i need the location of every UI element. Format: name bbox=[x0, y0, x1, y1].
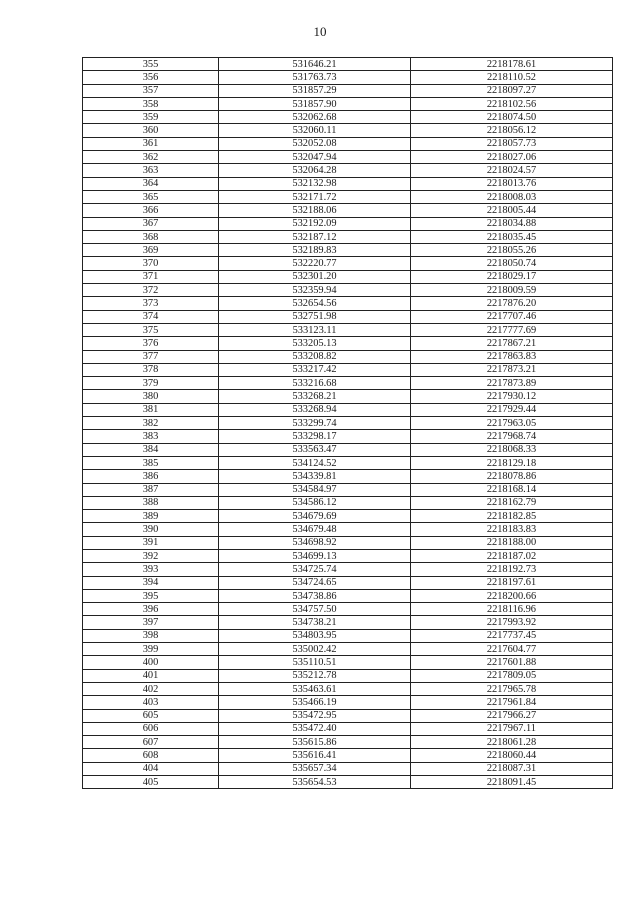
y-coordinate-cell: 2218187.02 bbox=[411, 549, 613, 562]
y-coordinate-cell: 2218034.88 bbox=[411, 217, 613, 230]
point-number-cell: 360 bbox=[83, 124, 219, 137]
y-coordinate-cell: 2218078.86 bbox=[411, 470, 613, 483]
table-row bbox=[83, 284, 613, 297]
table-row bbox=[83, 456, 613, 469]
point-number-cell: 364 bbox=[83, 177, 219, 190]
y-coordinate-cell: 2218110.52 bbox=[411, 71, 613, 84]
x-coordinate-cell: 533216.68 bbox=[219, 377, 411, 390]
y-coordinate-cell: 2218013.76 bbox=[411, 177, 613, 190]
y-coordinate-cell: 2218162.79 bbox=[411, 496, 613, 509]
x-coordinate-cell: 535472.95 bbox=[219, 709, 411, 722]
x-coordinate-cell: 533268.94 bbox=[219, 403, 411, 416]
table-row bbox=[83, 722, 613, 735]
table-row bbox=[83, 217, 613, 230]
point-number-cell: 384 bbox=[83, 443, 219, 456]
point-number-cell: 397 bbox=[83, 616, 219, 629]
y-coordinate-cell: 2218008.03 bbox=[411, 190, 613, 203]
point-number-cell: 372 bbox=[83, 284, 219, 297]
table-row bbox=[83, 576, 613, 589]
y-coordinate-cell: 2217737.45 bbox=[411, 629, 613, 642]
table-row bbox=[83, 682, 613, 695]
y-coordinate-cell: 2217863.83 bbox=[411, 350, 613, 363]
point-number-cell: 367 bbox=[83, 217, 219, 230]
x-coordinate-cell: 534803.95 bbox=[219, 629, 411, 642]
table-row bbox=[83, 257, 613, 270]
table-row bbox=[83, 709, 613, 722]
table-row bbox=[83, 297, 613, 310]
table-row bbox=[83, 151, 613, 164]
x-coordinate-cell: 532189.83 bbox=[219, 244, 411, 257]
point-number-cell: 357 bbox=[83, 84, 219, 97]
table-row bbox=[83, 417, 613, 430]
x-coordinate-cell: 533563.47 bbox=[219, 443, 411, 456]
point-number-cell: 608 bbox=[83, 749, 219, 762]
x-coordinate-cell: 533299.74 bbox=[219, 417, 411, 430]
table-row bbox=[83, 616, 613, 629]
x-coordinate-cell: 531646.21 bbox=[219, 58, 411, 71]
y-coordinate-cell: 2218097.27 bbox=[411, 84, 613, 97]
point-number-cell: 403 bbox=[83, 696, 219, 709]
x-coordinate-cell: 534679.48 bbox=[219, 523, 411, 536]
point-number-cell: 365 bbox=[83, 190, 219, 203]
x-coordinate-cell: 533205.13 bbox=[219, 337, 411, 350]
point-number-cell: 370 bbox=[83, 257, 219, 270]
table-row bbox=[83, 749, 613, 762]
y-coordinate-cell: 2218029.17 bbox=[411, 270, 613, 283]
point-number-cell: 405 bbox=[83, 776, 219, 789]
x-coordinate-cell: 535654.53 bbox=[219, 776, 411, 789]
y-coordinate-cell: 2217993.92 bbox=[411, 616, 613, 629]
y-coordinate-cell: 2218188.00 bbox=[411, 536, 613, 549]
x-coordinate-cell: 535615.86 bbox=[219, 736, 411, 749]
x-coordinate-cell: 531857.29 bbox=[219, 84, 411, 97]
x-coordinate-cell: 534339.81 bbox=[219, 470, 411, 483]
y-coordinate-cell: 2218200.66 bbox=[411, 589, 613, 602]
y-coordinate-cell: 2218060.44 bbox=[411, 749, 613, 762]
table-row bbox=[83, 430, 613, 443]
y-coordinate-cell: 2218129.18 bbox=[411, 456, 613, 469]
x-coordinate-cell: 533298.17 bbox=[219, 430, 411, 443]
y-coordinate-cell: 2217930.12 bbox=[411, 390, 613, 403]
x-coordinate-cell: 532188.06 bbox=[219, 204, 411, 217]
table-row bbox=[83, 403, 613, 416]
point-number-cell: 398 bbox=[83, 629, 219, 642]
x-coordinate-cell: 533217.42 bbox=[219, 363, 411, 376]
y-coordinate-cell: 2217965.78 bbox=[411, 682, 613, 695]
point-number-cell: 390 bbox=[83, 523, 219, 536]
point-number-cell: 402 bbox=[83, 682, 219, 695]
point-number-cell: 385 bbox=[83, 456, 219, 469]
table-row bbox=[83, 58, 613, 71]
x-coordinate-cell: 533208.82 bbox=[219, 350, 411, 363]
x-coordinate-cell: 533268.21 bbox=[219, 390, 411, 403]
point-number-cell: 386 bbox=[83, 470, 219, 483]
table-row bbox=[83, 483, 613, 496]
y-coordinate-cell: 2218178.61 bbox=[411, 58, 613, 71]
point-number-cell: 368 bbox=[83, 230, 219, 243]
y-coordinate-cell: 2218009.59 bbox=[411, 284, 613, 297]
table-row bbox=[83, 363, 613, 376]
x-coordinate-cell: 532654.56 bbox=[219, 297, 411, 310]
coordinates-table-body bbox=[83, 58, 613, 789]
table-row bbox=[83, 71, 613, 84]
y-coordinate-cell: 2218024.57 bbox=[411, 164, 613, 177]
point-number-cell: 399 bbox=[83, 643, 219, 656]
point-number-cell: 358 bbox=[83, 97, 219, 110]
x-coordinate-cell: 532751.98 bbox=[219, 310, 411, 323]
table-row bbox=[83, 164, 613, 177]
point-number-cell: 606 bbox=[83, 722, 219, 735]
x-coordinate-cell: 535616.41 bbox=[219, 749, 411, 762]
y-coordinate-cell: 2217601.88 bbox=[411, 656, 613, 669]
point-number-cell: 361 bbox=[83, 137, 219, 150]
point-number-cell: 391 bbox=[83, 536, 219, 549]
point-number-cell: 388 bbox=[83, 496, 219, 509]
x-coordinate-cell: 534725.74 bbox=[219, 563, 411, 576]
point-number-cell: 379 bbox=[83, 377, 219, 390]
point-number-cell: 605 bbox=[83, 709, 219, 722]
page-number: 10 bbox=[313, 24, 327, 39]
y-coordinate-cell: 2218183.83 bbox=[411, 523, 613, 536]
y-coordinate-cell: 2218005.44 bbox=[411, 204, 613, 217]
x-coordinate-cell: 532171.72 bbox=[219, 190, 411, 203]
point-number-cell: 389 bbox=[83, 510, 219, 523]
point-number-cell: 404 bbox=[83, 762, 219, 775]
y-coordinate-cell: 2218192.73 bbox=[411, 563, 613, 576]
table-row bbox=[83, 656, 613, 669]
point-number-cell: 366 bbox=[83, 204, 219, 217]
table-row bbox=[83, 244, 613, 257]
point-number-cell: 380 bbox=[83, 390, 219, 403]
y-coordinate-cell: 2218087.31 bbox=[411, 762, 613, 775]
y-coordinate-cell: 2218057.73 bbox=[411, 137, 613, 150]
point-number-cell: 393 bbox=[83, 563, 219, 576]
y-coordinate-cell: 2217873.89 bbox=[411, 377, 613, 390]
table-row bbox=[83, 323, 613, 336]
x-coordinate-cell: 534738.21 bbox=[219, 616, 411, 629]
table-row bbox=[83, 124, 613, 137]
y-coordinate-cell: 2218055.26 bbox=[411, 244, 613, 257]
y-coordinate-cell: 2217867.21 bbox=[411, 337, 613, 350]
y-coordinate-cell: 2217876.20 bbox=[411, 297, 613, 310]
y-coordinate-cell: 2218068.33 bbox=[411, 443, 613, 456]
y-coordinate-cell: 2218091.45 bbox=[411, 776, 613, 789]
point-number-cell: 382 bbox=[83, 417, 219, 430]
point-number-cell: 401 bbox=[83, 669, 219, 682]
y-coordinate-cell: 2217961.84 bbox=[411, 696, 613, 709]
x-coordinate-cell: 534724.65 bbox=[219, 576, 411, 589]
x-coordinate-cell: 532220.77 bbox=[219, 257, 411, 270]
point-number-cell: 607 bbox=[83, 736, 219, 749]
table-row bbox=[83, 736, 613, 749]
table-row bbox=[83, 137, 613, 150]
x-coordinate-cell: 533123.11 bbox=[219, 323, 411, 336]
y-coordinate-cell: 2217963.05 bbox=[411, 417, 613, 430]
table-row bbox=[83, 350, 613, 363]
y-coordinate-cell: 2218061.28 bbox=[411, 736, 613, 749]
coordinates-table bbox=[82, 57, 613, 789]
table-row bbox=[83, 549, 613, 562]
point-number-cell: 395 bbox=[83, 589, 219, 602]
x-coordinate-cell: 532187.12 bbox=[219, 230, 411, 243]
x-coordinate-cell: 535472.40 bbox=[219, 722, 411, 735]
x-coordinate-cell: 534679.69 bbox=[219, 510, 411, 523]
x-coordinate-cell: 535657.34 bbox=[219, 762, 411, 775]
point-number-cell: 392 bbox=[83, 549, 219, 562]
y-coordinate-cell: 2218182.85 bbox=[411, 510, 613, 523]
table-row bbox=[83, 603, 613, 616]
table-row bbox=[83, 310, 613, 323]
y-coordinate-cell: 2217968.74 bbox=[411, 430, 613, 443]
x-coordinate-cell: 534699.13 bbox=[219, 549, 411, 562]
x-coordinate-cell: 532047.94 bbox=[219, 151, 411, 164]
point-number-cell: 383 bbox=[83, 430, 219, 443]
y-coordinate-cell: 2217873.21 bbox=[411, 363, 613, 376]
table-row bbox=[83, 111, 613, 124]
y-coordinate-cell: 2218197.61 bbox=[411, 576, 613, 589]
table-row bbox=[83, 776, 613, 789]
x-coordinate-cell: 534584.97 bbox=[219, 483, 411, 496]
point-number-cell: 394 bbox=[83, 576, 219, 589]
point-number-cell: 396 bbox=[83, 603, 219, 616]
point-number-cell: 377 bbox=[83, 350, 219, 363]
x-coordinate-cell: 535212.78 bbox=[219, 669, 411, 682]
x-coordinate-cell: 532060.11 bbox=[219, 124, 411, 137]
point-number-cell: 355 bbox=[83, 58, 219, 71]
point-number-cell: 359 bbox=[83, 111, 219, 124]
table-row bbox=[83, 177, 613, 190]
point-number-cell: 375 bbox=[83, 323, 219, 336]
x-coordinate-cell: 535002.42 bbox=[219, 643, 411, 656]
table-row bbox=[83, 377, 613, 390]
y-coordinate-cell: 2218035.45 bbox=[411, 230, 613, 243]
x-coordinate-cell: 534124.52 bbox=[219, 456, 411, 469]
table-row bbox=[83, 629, 613, 642]
point-number-cell: 369 bbox=[83, 244, 219, 257]
table-row bbox=[83, 190, 613, 203]
point-number-cell: 400 bbox=[83, 656, 219, 669]
x-coordinate-cell: 532062.68 bbox=[219, 111, 411, 124]
y-coordinate-cell: 2217967.11 bbox=[411, 722, 613, 735]
table-row bbox=[83, 563, 613, 576]
table-row bbox=[83, 204, 613, 217]
point-number-cell: 371 bbox=[83, 270, 219, 283]
x-coordinate-cell: 532359.94 bbox=[219, 284, 411, 297]
x-coordinate-cell: 532064.28 bbox=[219, 164, 411, 177]
table-row bbox=[83, 523, 613, 536]
point-number-cell: 363 bbox=[83, 164, 219, 177]
x-coordinate-cell: 535463.61 bbox=[219, 682, 411, 695]
x-coordinate-cell: 535466.19 bbox=[219, 696, 411, 709]
table-row bbox=[83, 589, 613, 602]
y-coordinate-cell: 2218050.74 bbox=[411, 257, 613, 270]
table-row bbox=[83, 669, 613, 682]
y-coordinate-cell: 2217707.46 bbox=[411, 310, 613, 323]
y-coordinate-cell: 2218168.14 bbox=[411, 483, 613, 496]
y-coordinate-cell: 2218102.56 bbox=[411, 97, 613, 110]
x-coordinate-cell: 534586.12 bbox=[219, 496, 411, 509]
x-coordinate-cell: 532052.08 bbox=[219, 137, 411, 150]
x-coordinate-cell: 534698.92 bbox=[219, 536, 411, 549]
point-number-cell: 378 bbox=[83, 363, 219, 376]
y-coordinate-cell: 2217604.77 bbox=[411, 643, 613, 656]
y-coordinate-cell: 2217777.69 bbox=[411, 323, 613, 336]
x-coordinate-cell: 531857.90 bbox=[219, 97, 411, 110]
y-coordinate-cell: 2218074.50 bbox=[411, 111, 613, 124]
x-coordinate-cell: 535110.51 bbox=[219, 656, 411, 669]
table-row bbox=[83, 390, 613, 403]
point-number-cell: 373 bbox=[83, 297, 219, 310]
x-coordinate-cell: 531763.73 bbox=[219, 71, 411, 84]
x-coordinate-cell: 532192.09 bbox=[219, 217, 411, 230]
y-coordinate-cell: 2217929.44 bbox=[411, 403, 613, 416]
table-row bbox=[83, 536, 613, 549]
table-row bbox=[83, 443, 613, 456]
point-number-cell: 356 bbox=[83, 71, 219, 84]
x-coordinate-cell: 532301.20 bbox=[219, 270, 411, 283]
x-coordinate-cell: 534757.50 bbox=[219, 603, 411, 616]
y-coordinate-cell: 2218027.06 bbox=[411, 151, 613, 164]
table-row bbox=[83, 762, 613, 775]
point-number-cell: 374 bbox=[83, 310, 219, 323]
table-row bbox=[83, 270, 613, 283]
table-row bbox=[83, 97, 613, 110]
table-row bbox=[83, 510, 613, 523]
y-coordinate-cell: 2217809.05 bbox=[411, 669, 613, 682]
y-coordinate-cell: 2218056.12 bbox=[411, 124, 613, 137]
point-number-cell: 387 bbox=[83, 483, 219, 496]
point-number-cell: 376 bbox=[83, 337, 219, 350]
table-row bbox=[83, 84, 613, 97]
table-row bbox=[83, 230, 613, 243]
x-coordinate-cell: 532132.98 bbox=[219, 177, 411, 190]
point-number-cell: 362 bbox=[83, 151, 219, 164]
table-row bbox=[83, 470, 613, 483]
y-coordinate-cell: 2218116.96 bbox=[411, 603, 613, 616]
table-row bbox=[83, 696, 613, 709]
table-row bbox=[83, 337, 613, 350]
point-number-cell: 381 bbox=[83, 403, 219, 416]
x-coordinate-cell: 534738.86 bbox=[219, 589, 411, 602]
table-row bbox=[83, 643, 613, 656]
table-row bbox=[83, 496, 613, 509]
y-coordinate-cell: 2217966.27 bbox=[411, 709, 613, 722]
